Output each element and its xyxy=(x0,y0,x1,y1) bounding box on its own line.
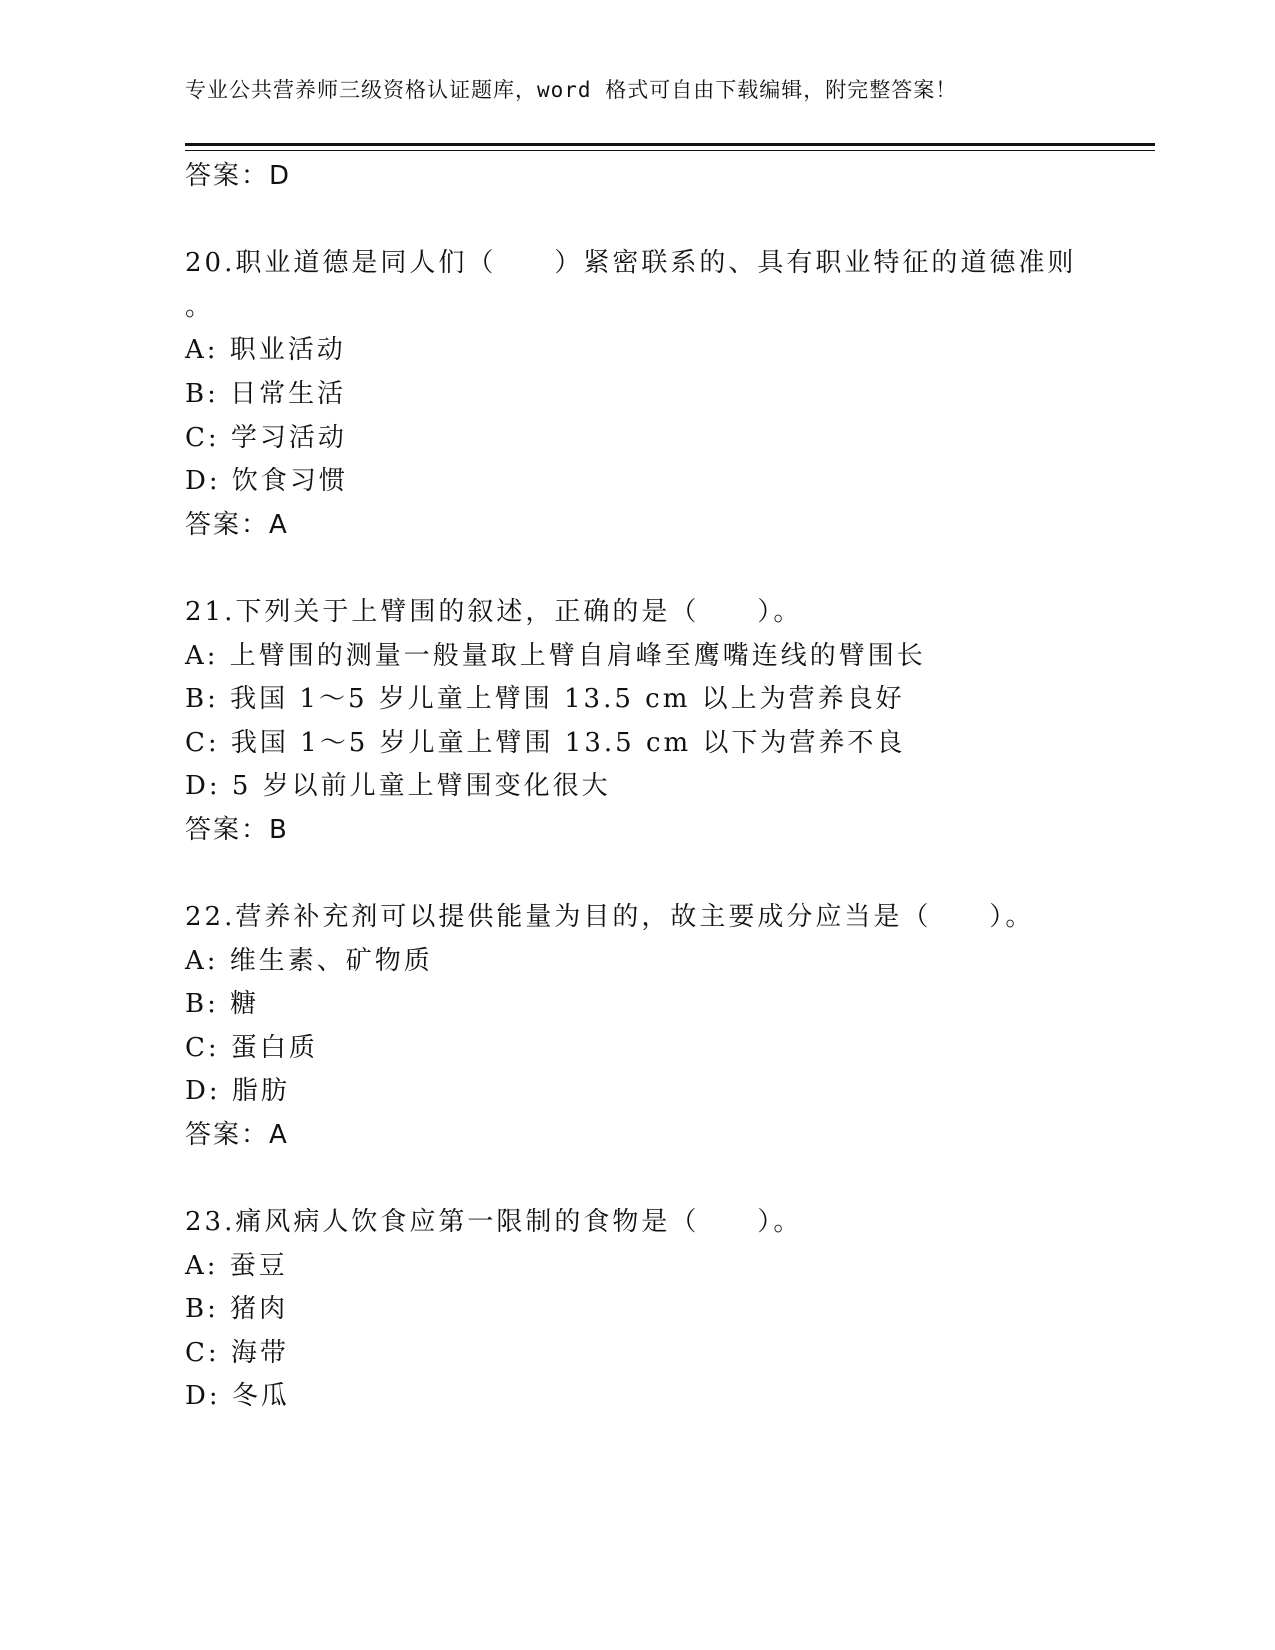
question-stem: 22.营养补充剂可以提供能量为目的，故主要成分应当是（ ）。 xyxy=(185,902,1035,932)
header-rule-thin xyxy=(185,150,1155,151)
option-a: A: 职业活动 xyxy=(185,335,346,365)
answer-line: 答案：A xyxy=(185,1120,289,1150)
option-a: A: 蚕豆 xyxy=(185,1251,288,1281)
option-b: B: 日常生活 xyxy=(185,379,347,409)
question-stem-continued: 。 xyxy=(185,292,215,322)
option-d: D: 脂肪 xyxy=(185,1076,290,1106)
option-c: C: 海带 xyxy=(185,1338,289,1368)
option-c: C: 学习活动 xyxy=(185,423,347,453)
option-a: A: 上臂围的测量一般量取上臂自肩峰至鹰嘴连线的臂围长 xyxy=(185,641,926,671)
option-c: C: 我国 1～5 岁儿童上臂围 13.5 cm 以下为营养不良 xyxy=(185,728,906,758)
option-a: A: 维生素、矿物质 xyxy=(185,946,433,976)
option-d: D: 冬瓜 xyxy=(185,1381,290,1411)
header-rule xyxy=(185,143,1155,146)
question-stem: 21.下列关于上臂围的叙述，正确的是（ ）。 xyxy=(185,597,803,627)
answer-line: 答案：D xyxy=(185,161,292,191)
option-d: D: 5 岁以前儿童上臂围变化很大 xyxy=(185,771,611,801)
page-header: 专业公共营养师三级资格认证题库，word 格式可自由下载编辑，附完整答案！ xyxy=(185,78,958,102)
option-b: B: 糖 xyxy=(185,989,260,1019)
question-stem: 20.职业道德是同人们（ ）紧密联系的、具有职业特征的道德准则 xyxy=(185,248,1077,278)
option-b: B: 猪肉 xyxy=(185,1294,289,1324)
option-b: B: 我国 1～5 岁儿童上臂围 13.5 cm 以上为营养良好 xyxy=(185,684,905,714)
question-stem: 23.痛风病人饮食应第一限制的食物是（ ）。 xyxy=(185,1207,803,1237)
option-d: D: 饮食习惯 xyxy=(185,466,348,496)
option-c: C: 蛋白质 xyxy=(185,1033,318,1063)
answer-line: 答案：B xyxy=(185,815,289,845)
answer-line: 答案：A xyxy=(185,510,289,540)
